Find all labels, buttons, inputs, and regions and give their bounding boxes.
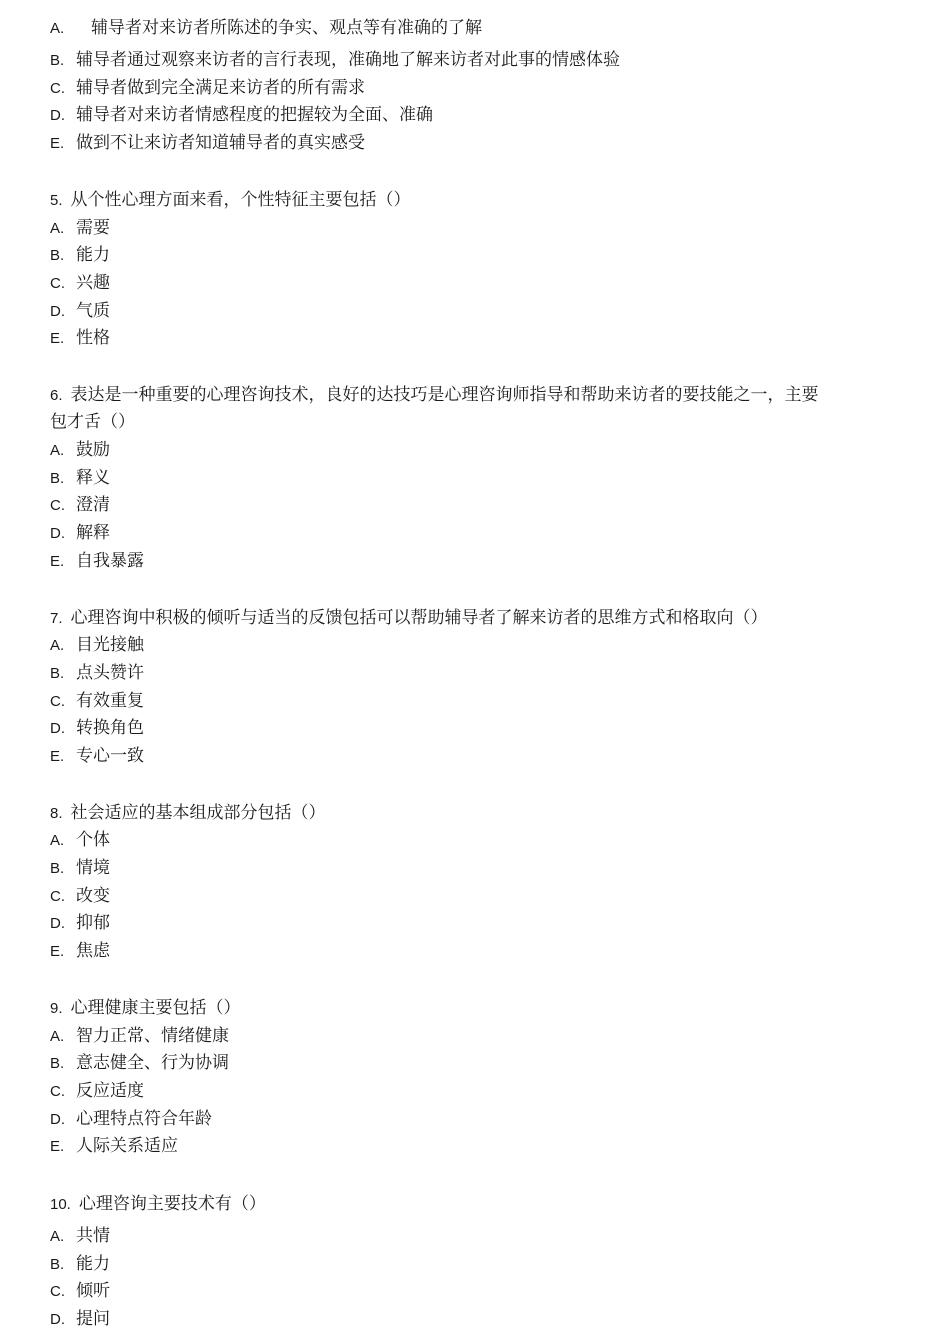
option-text: 性格: [76, 328, 110, 348]
option-d: [50, 522, 110, 545]
option-label: E.: [50, 330, 65, 347]
option-label: E.: [50, 943, 65, 960]
option-text: 心理特点符合年龄: [76, 1109, 212, 1129]
option-text: 情境: [76, 858, 110, 878]
option-text: 意志健全、行为协调: [76, 1053, 229, 1073]
question-10: [50, 1193, 266, 1216]
question-text: 心理健康主要包括（）: [70, 998, 241, 1018]
option-text: 提问: [76, 1309, 110, 1329]
option-label: A.: [50, 637, 65, 654]
option-d: [50, 717, 144, 740]
option-e: [50, 1135, 178, 1158]
option-e: [50, 745, 144, 768]
option-label: C.: [50, 693, 65, 710]
option-b: [50, 244, 110, 267]
option-text: 倾听: [76, 1281, 110, 1301]
option-label: A.: [50, 832, 65, 849]
option-label: E.: [50, 553, 65, 570]
option-label: E.: [50, 1138, 65, 1155]
question-6: [50, 384, 819, 407]
option-text: 澄清: [76, 495, 110, 515]
question-7: [50, 607, 768, 630]
question-text: 表达是一种重要的心理咨询技术，良好的达技巧是心理咨询师指导和帮助来访者的要技能之一，主要: [70, 385, 819, 405]
option-a: [50, 1225, 110, 1248]
option-c: [50, 690, 144, 713]
option-label: A.: [50, 442, 65, 459]
option-text: 解释: [76, 523, 110, 543]
option-label: C.: [50, 1283, 65, 1300]
question-number: 6.: [50, 387, 63, 404]
option-d: [50, 1108, 212, 1131]
option-label: A.: [50, 20, 65, 37]
option-label: D.: [50, 107, 65, 124]
option-text: 有效重复: [76, 691, 144, 711]
question-9: [50, 997, 241, 1020]
option-text: 气质: [76, 301, 110, 321]
option-text: 能力: [76, 1254, 110, 1274]
option-a: [50, 1025, 229, 1048]
question-text-continuation: 包才舌（）: [50, 412, 135, 432]
option-label: A.: [50, 1228, 65, 1245]
option-c: [50, 272, 110, 295]
option-text: 辅导者通过观察来访者的言行表现，准确地了解来访者对此事的情感体验: [76, 50, 620, 70]
option-label: B.: [50, 470, 65, 487]
option-label: C.: [50, 888, 65, 905]
question-text: 心理咨询中积极的倾听与适当的反馈包括可以帮助辅导者了解来访者的思维方式和格取向（）: [70, 608, 768, 628]
option-d: [50, 1308, 110, 1331]
option-c: [50, 494, 110, 517]
option-text: 需要: [76, 218, 110, 238]
question-text: 心理咨询主要技术有（）: [78, 1194, 266, 1214]
option-d: [50, 300, 110, 323]
option-a: [50, 217, 110, 240]
option-text: 转换角色: [76, 718, 144, 738]
option-text: 个体: [76, 830, 110, 850]
option-text: 专心一致: [76, 746, 144, 766]
option-label: C.: [50, 275, 65, 292]
option-d: [50, 912, 110, 935]
option-text: 共情: [76, 1226, 110, 1246]
option-b: [50, 49, 620, 72]
option-e: [50, 940, 110, 963]
option-text: 自我暴露: [76, 551, 144, 571]
question-number: 5.: [50, 192, 63, 209]
question-5: [50, 189, 411, 212]
option-c: [50, 885, 110, 908]
option-label: B.: [50, 860, 65, 877]
option-text: 鼓励: [76, 440, 110, 460]
option-label: D.: [50, 1111, 65, 1128]
option-label: B.: [50, 247, 65, 264]
option-b: [50, 1253, 110, 1276]
question-number: 7.: [50, 610, 63, 627]
option-text: 智力正常、情绪健康: [76, 1026, 229, 1046]
option-text: 辅导者对来访者情感程度的把握较为全面、准确: [76, 105, 433, 125]
option-text: 改变: [76, 886, 110, 906]
option-a: [50, 634, 144, 657]
option-text: 抑郁: [76, 913, 110, 933]
question-number: 10.: [50, 1196, 71, 1213]
option-a: [50, 439, 110, 462]
option-e: [50, 550, 144, 573]
option-label: B.: [50, 52, 65, 69]
option-b: [50, 1052, 229, 1075]
option-c: [50, 1280, 110, 1303]
option-e: [50, 132, 365, 155]
option-label: D.: [50, 1311, 65, 1328]
question-6-continuation: [50, 411, 135, 433]
option-label: D.: [50, 303, 65, 320]
option-label: B.: [50, 1256, 65, 1273]
option-a: [50, 829, 110, 852]
option-text: 辅导者对来访者所陈述的争实、观点等有准确的了解: [91, 18, 482, 38]
question-text: 社会适应的基本组成部分包括（）: [70, 803, 326, 823]
option-label: B.: [50, 665, 65, 682]
option-c: [50, 1080, 144, 1103]
option-text: 人际关系适应: [76, 1136, 178, 1156]
option-label: E.: [50, 748, 65, 765]
option-text: 焦虑: [76, 941, 110, 961]
option-text: 能力: [76, 245, 110, 265]
option-d: [50, 104, 433, 127]
option-label: C.: [50, 80, 65, 97]
option-label: A.: [50, 220, 65, 237]
option-label: A.: [50, 1028, 65, 1045]
option-e: [50, 327, 110, 350]
option-label: C.: [50, 1083, 65, 1100]
option-label: E.: [50, 135, 65, 152]
question-8: [50, 802, 326, 825]
option-label: B.: [50, 1055, 65, 1072]
option-text: 点头赞许: [76, 663, 144, 683]
option-label: D.: [50, 720, 65, 737]
option-label: D.: [50, 525, 65, 542]
option-text: 目光接触: [76, 635, 144, 655]
option-text: 做到不让来访者知道辅导者的真实感受: [76, 133, 365, 153]
option-b: [50, 857, 110, 880]
option-text: 辅导者做到完全满足来访者的所有需求: [76, 78, 365, 98]
option-text: 兴趣: [76, 273, 110, 293]
option-c: [50, 77, 365, 100]
question-text: 从个性心理方面来看，个性特征主要包括（）: [70, 190, 411, 210]
question-number: 8.: [50, 805, 63, 822]
option-text: 反应适度: [76, 1081, 144, 1101]
option-b: [50, 662, 144, 685]
option-label: D.: [50, 915, 65, 932]
option-text: 释义: [76, 468, 110, 488]
option-b: [50, 467, 110, 490]
option-a: [50, 17, 482, 40]
option-label: C.: [50, 497, 65, 514]
question-number: 9.: [50, 1000, 63, 1017]
